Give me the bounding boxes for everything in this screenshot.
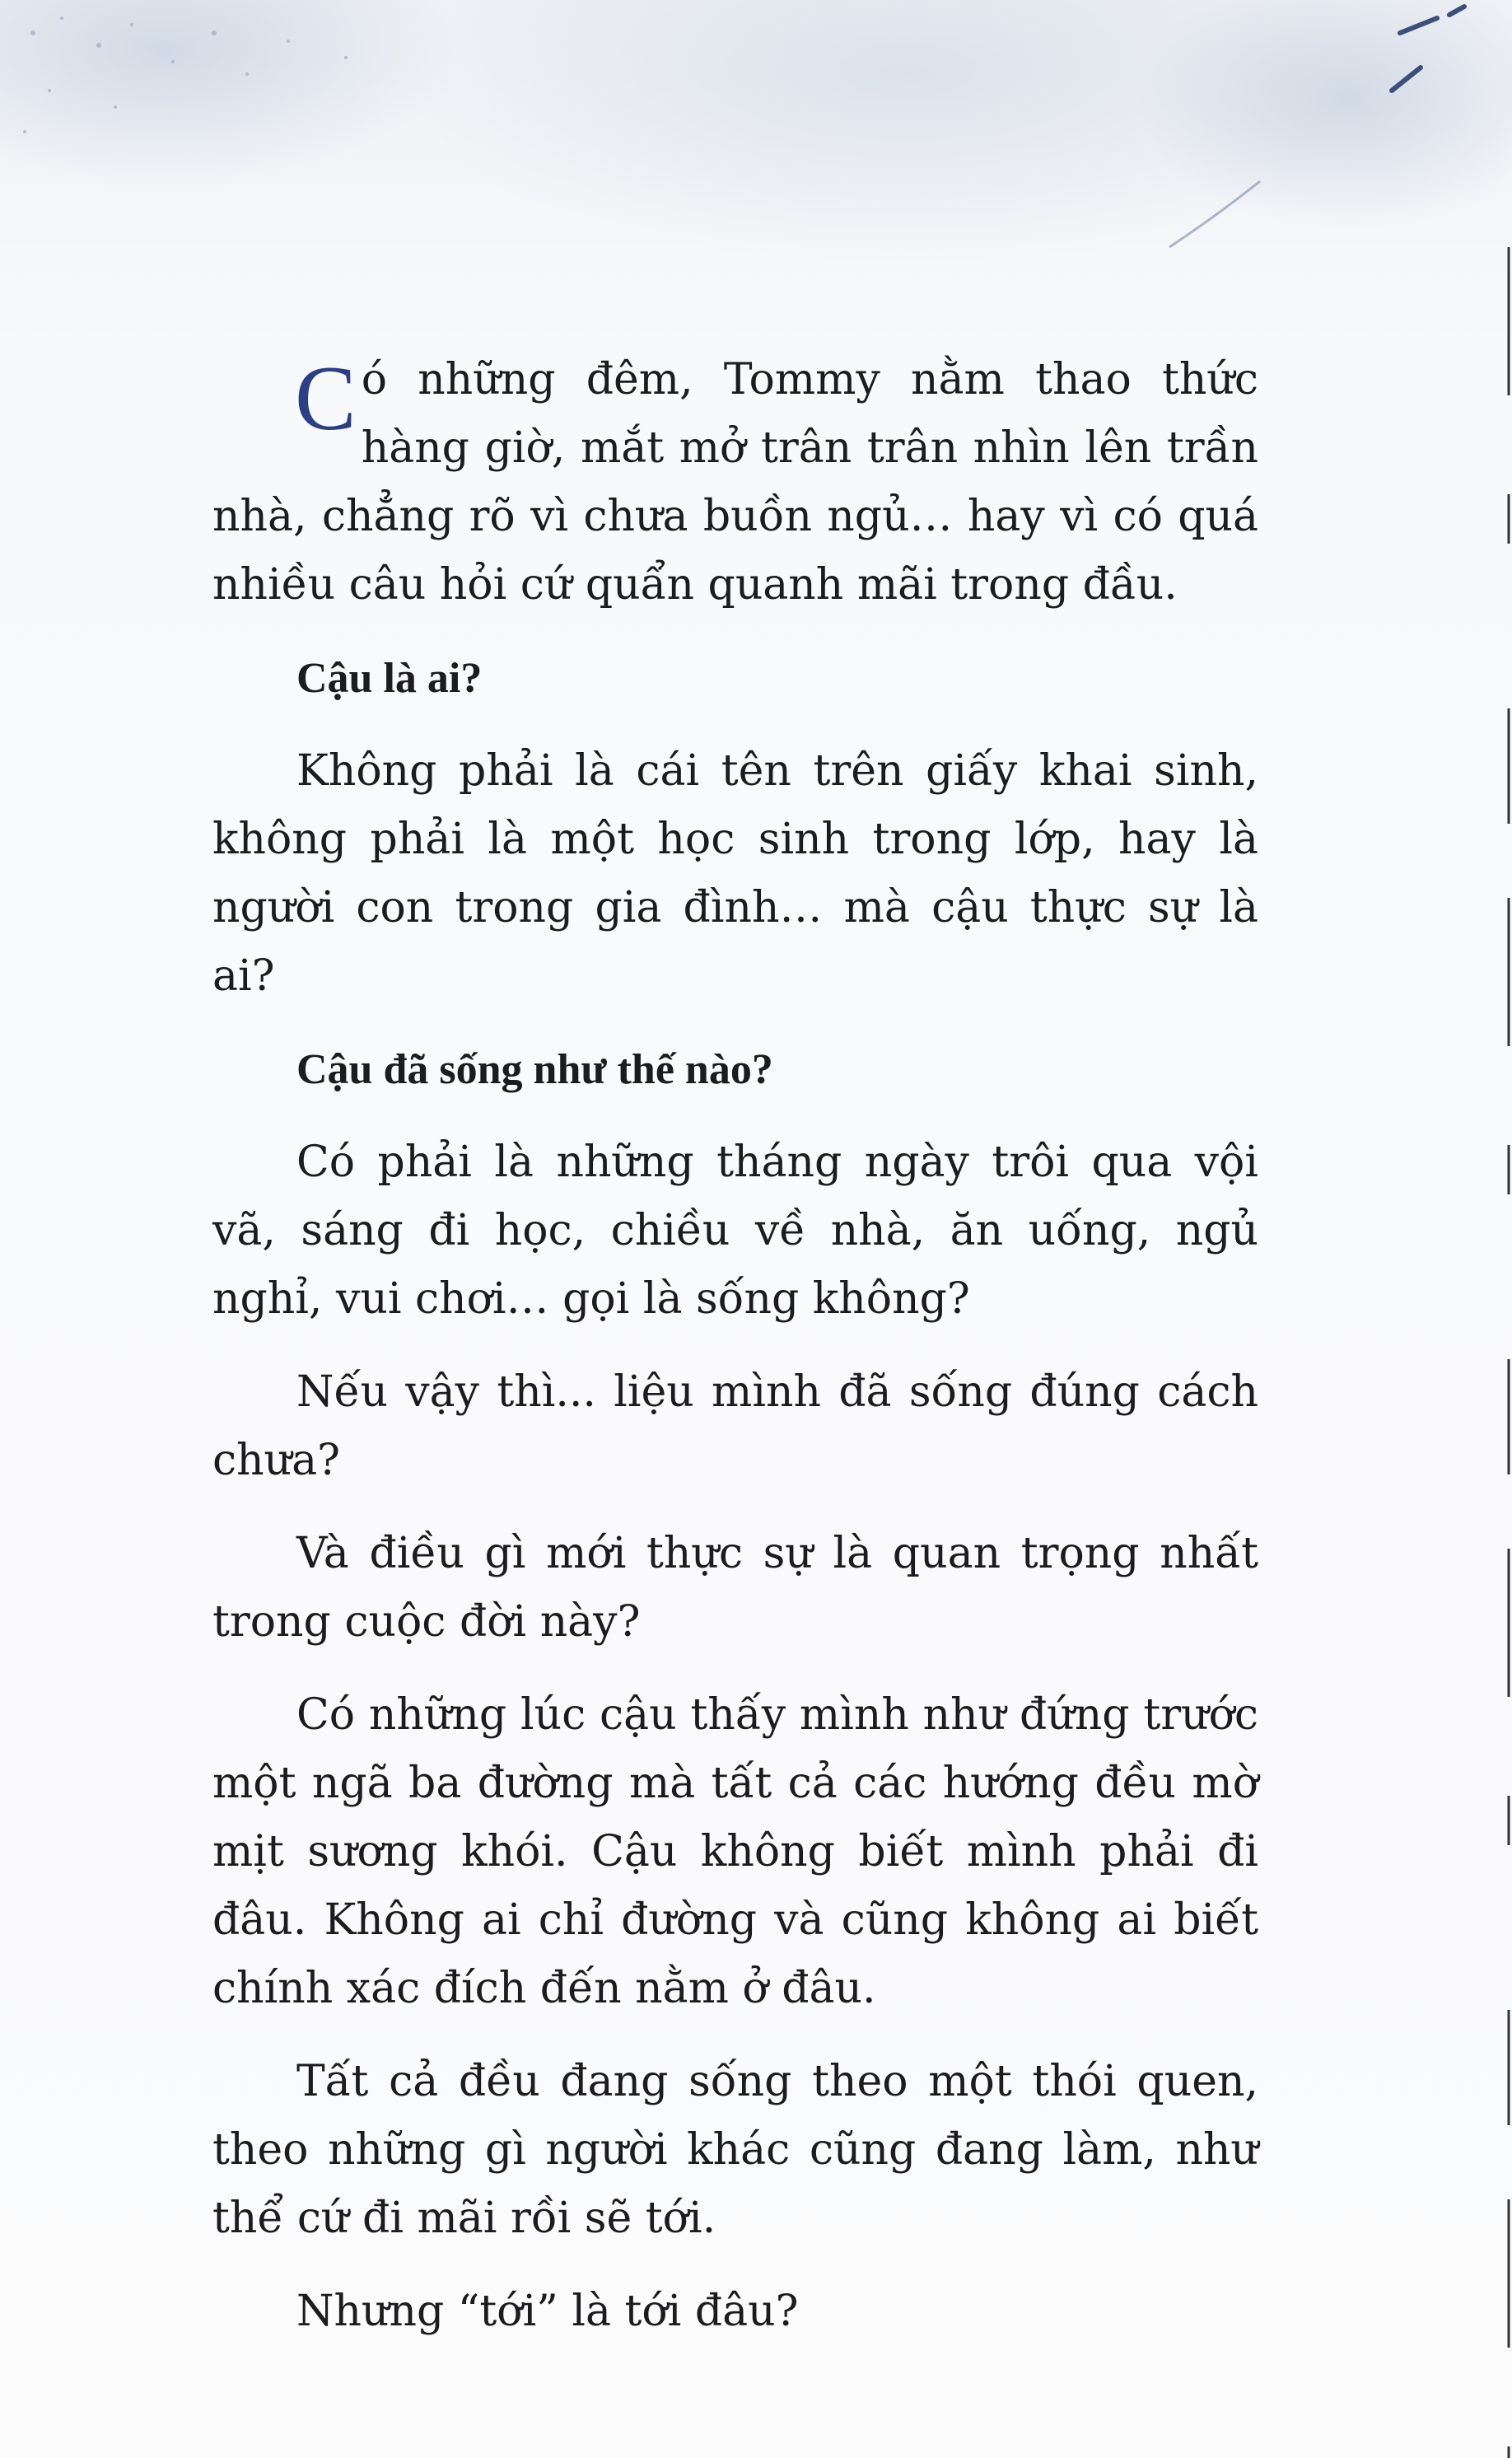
body-paragraph-living-right: Nếu vậy thì... liệu mình đã sống đúng cách chưa?	[212, 1367, 1258, 1485]
drop-cap-initial: C	[295, 348, 357, 450]
body-paragraph-most-important: Và điều gì mới thực sự là quan trọng nhất trong cuộc đời này?	[212, 1529, 1258, 1647]
body-paragraph-crossroads: Có những lúc cậu thấy mình như đứng trước một ngã ba đường mà tất cả các hướng đều mờ mịt sương khói. Cậu không biết mình phải đi đâu. Không ai chỉ đường và cũng không ai biết chính xác đích đến nằm ở đâu.	[212, 1690, 1258, 2013]
watercolor-decoration	[0, 0, 1512, 395]
body-paragraph-habit: Tất cả đều đang sống theo một thói quen, theo những gì người khác cũng đang làm, như thể cứ đi mãi rồi sẽ tới.	[212, 2057, 1258, 2243]
opening-paragraph	[212, 346, 1258, 619]
question-heading-who: Cậu là ai?	[296, 655, 483, 702]
question-heading-how-lived: Cậu đã sống như thế nào?	[296, 1046, 773, 1093]
body-paragraph-identity: Không phải là cái tên trên giấy khai sinh, không phải là một học sinh trong lớp, hay là người con trong gia đình… mà cậu thực sự là ai?	[212, 746, 1258, 1001]
scan-edge-line	[1504, 247, 1512, 2458]
body-paragraph-days: Có phải là những tháng ngày trôi qua vội vã, sáng đi học, chiều về nhà, ăn uống, ngủ nghỉ, vui chơi… gọi là sống không?	[212, 1138, 1258, 1324]
body-paragraph-where-to: Nhưng “tới” là tới đâu?	[296, 2287, 799, 2336]
page-text	[212, 346, 1258, 2346]
opening-paragraph-text: ó những đêm, Tommy nằm thao thức hàng giờ, mắt mở trân trân nhìn lên trần nhà, chẳng rõ vì chưa buồn ngủ… hay vì có quá nhiều câu hỏi cứ quẩn quanh mãi trong đầu.	[212, 355, 1258, 610]
